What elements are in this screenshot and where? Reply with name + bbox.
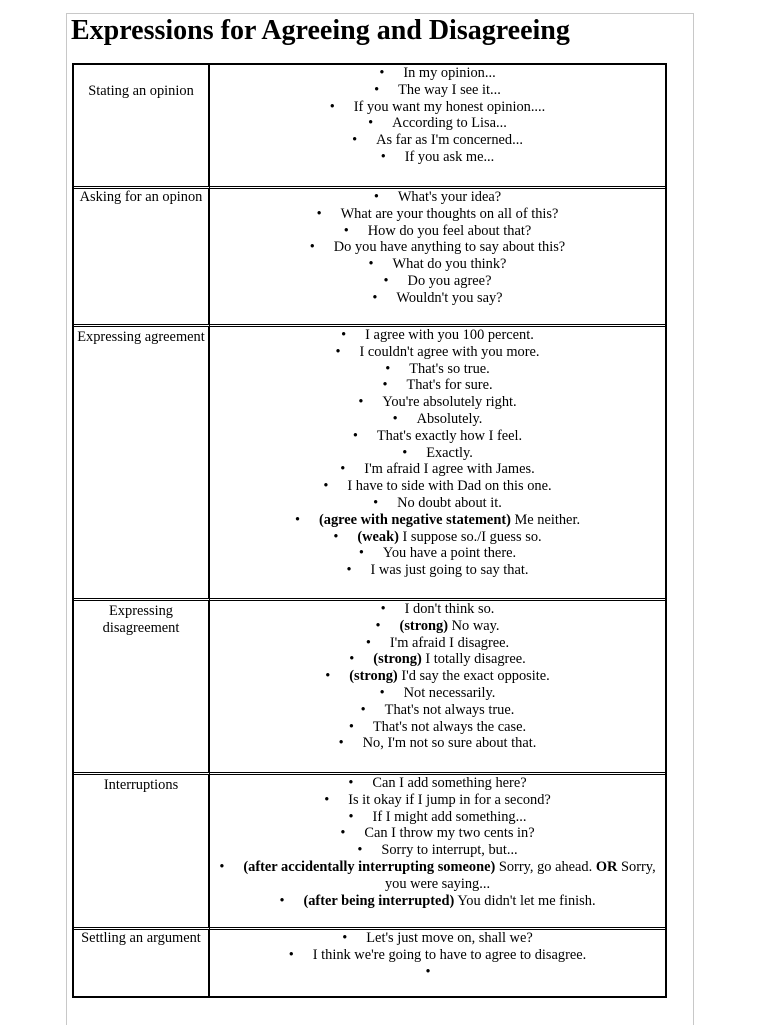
expression-text: No way. bbox=[448, 617, 500, 634]
expression-text: I'm afraid I agree with James. bbox=[364, 461, 535, 478]
expression-item bbox=[210, 82, 665, 99]
expression-item bbox=[210, 256, 665, 273]
expression-item bbox=[210, 562, 665, 579]
expression-list bbox=[210, 601, 665, 752]
row-items-stating-opinion bbox=[210, 65, 665, 189]
expression-text: I agree with you 100 percent. bbox=[365, 327, 534, 343]
expression-item bbox=[210, 809, 665, 826]
expression-item bbox=[210, 668, 665, 685]
expression-qualifier: (agree with negative statement) bbox=[318, 511, 511, 528]
expression-text: I was just going to say that. bbox=[370, 562, 529, 579]
expression-qualifier: (strong) bbox=[349, 668, 398, 685]
row-label-interruptions: Interruptions bbox=[74, 775, 210, 930]
expression-item bbox=[210, 685, 665, 702]
expression-item bbox=[210, 377, 665, 394]
expression-text: According to Lisa... bbox=[392, 115, 507, 132]
expression-text: Exactly. bbox=[426, 444, 473, 461]
expression-text: Do you agree? bbox=[407, 272, 492, 289]
expression-item bbox=[210, 394, 665, 411]
expression-item bbox=[210, 189, 665, 206]
expression-qualifier: (strong) bbox=[373, 651, 422, 668]
expression-item bbox=[210, 930, 665, 947]
expression-text: Sorry to interrupt, but... bbox=[381, 842, 518, 859]
expression-item bbox=[210, 719, 665, 736]
expression-text: Not necessarily. bbox=[403, 684, 496, 701]
expression-item bbox=[210, 290, 665, 307]
expression-item bbox=[210, 239, 665, 256]
expression-item bbox=[210, 529, 665, 546]
table-row bbox=[74, 189, 665, 327]
table-row bbox=[74, 601, 665, 775]
expression-item bbox=[210, 206, 665, 223]
expression-item bbox=[210, 702, 665, 719]
row-label-asking-opinion: Asking for an opinon bbox=[74, 189, 210, 327]
expression-text: Sorry, you were saying... bbox=[384, 858, 656, 892]
expression-text: I totally disagree. bbox=[421, 651, 526, 668]
expression-qualifier: OR bbox=[595, 858, 618, 875]
expression-text: The way I see it... bbox=[398, 81, 501, 98]
expression-text: That's exactly how I feel. bbox=[376, 427, 523, 444]
row-label-expressing-disagreement: Expressing disagreement bbox=[74, 601, 210, 775]
table-row bbox=[74, 327, 665, 601]
expression-item bbox=[210, 273, 665, 290]
expression-text: What's your idea? bbox=[397, 189, 502, 205]
expression-text: Wouldn't you say? bbox=[396, 289, 503, 306]
row-items-expressing-agreement bbox=[210, 327, 665, 601]
expression-item bbox=[210, 361, 665, 378]
expression-qualifier: (strong) bbox=[399, 617, 449, 634]
expression-text: I suppose so./I guess so. bbox=[398, 528, 542, 545]
expression-list bbox=[210, 189, 665, 307]
expression-text: If you ask me... bbox=[404, 148, 495, 165]
expression-text: I'm afraid I disagree. bbox=[389, 634, 510, 651]
expression-text: You have a point there. bbox=[382, 545, 517, 562]
expression-text: I'd say the exact opposite. bbox=[397, 668, 550, 685]
expression-text: Sorry, go ahead. bbox=[495, 858, 596, 875]
table-row bbox=[74, 775, 665, 930]
expression-item bbox=[210, 115, 665, 132]
expression-item bbox=[210, 411, 665, 428]
expression-text: In my opinion... bbox=[403, 65, 496, 81]
table-row bbox=[74, 65, 665, 189]
expression-item bbox=[210, 859, 665, 893]
expression-text: If I might add something... bbox=[372, 808, 527, 825]
expression-item bbox=[210, 735, 665, 752]
expression-item bbox=[210, 445, 665, 462]
expression-list bbox=[210, 65, 665, 166]
expression-item bbox=[210, 601, 665, 618]
expression-text: That's not always true. bbox=[384, 701, 515, 718]
expression-text: I don't think so. bbox=[404, 601, 495, 617]
expression-text: Is it okay if I jump in for a second? bbox=[348, 791, 551, 808]
expression-qualifier: (weak) bbox=[357, 528, 399, 545]
expression-text: No, I'm not so sure about that. bbox=[362, 735, 537, 752]
expression-text: If you want my honest opinion.... bbox=[353, 98, 546, 115]
expression-list bbox=[210, 775, 665, 909]
expression-text: As far as I'm concerned... bbox=[376, 132, 523, 149]
expression-text: I have to side with Dad on this one. bbox=[347, 478, 552, 495]
expression-text: I couldn't agree with you more. bbox=[359, 343, 540, 360]
expression-item bbox=[210, 635, 665, 652]
expression-item bbox=[210, 461, 665, 478]
expression-qualifier: (after accidentally interrupting someone) bbox=[243, 858, 496, 875]
row-items-asking-opinion bbox=[210, 189, 665, 327]
expression-item bbox=[210, 792, 665, 809]
expression-text: Do you have anything to say about this? bbox=[333, 239, 566, 256]
expression-item bbox=[210, 428, 665, 445]
expression-item bbox=[210, 947, 665, 964]
expression-text: That's not always the case. bbox=[372, 718, 527, 735]
expression-list bbox=[210, 327, 665, 579]
expression-item bbox=[210, 344, 665, 361]
expression-text: You didn't let me finish. bbox=[454, 892, 596, 909]
expression-item bbox=[210, 825, 665, 842]
expressions-table bbox=[72, 63, 667, 998]
expression-item bbox=[210, 651, 665, 668]
expression-item bbox=[210, 775, 665, 792]
expression-item bbox=[210, 495, 665, 512]
expression-text: Can I throw my two cents in? bbox=[364, 825, 535, 842]
expression-item bbox=[210, 512, 665, 529]
page-title: Expressions for Agreeing and Disagreeing bbox=[71, 15, 570, 46]
row-label-expressing-agreement: Expressing agreement bbox=[74, 327, 210, 601]
expression-item bbox=[210, 545, 665, 562]
expression-text: How do you feel about that? bbox=[367, 222, 532, 239]
expression-text: That's for sure. bbox=[406, 377, 493, 394]
expression-qualifier: (after being interrupted) bbox=[303, 892, 455, 909]
expression-item bbox=[210, 964, 665, 981]
expression-text: That's so true. bbox=[409, 360, 490, 377]
row-items-expressing-disagreement bbox=[210, 601, 665, 775]
row-label-stating-opinion: Stating an opinion bbox=[74, 65, 210, 189]
expression-item bbox=[210, 99, 665, 116]
expression-item bbox=[210, 223, 665, 240]
expression-item bbox=[210, 478, 665, 495]
expression-text: Can I add something here? bbox=[372, 775, 527, 791]
table-row bbox=[74, 930, 665, 996]
expression-text: What are your thoughts on all of this? bbox=[340, 205, 559, 222]
expression-text: Me neither. bbox=[510, 511, 581, 528]
expression-item bbox=[210, 327, 665, 344]
expression-list bbox=[210, 930, 665, 980]
row-label-settling-argument: Settling an argument bbox=[74, 930, 210, 996]
expression-item bbox=[210, 842, 665, 859]
expression-item bbox=[210, 65, 665, 82]
expression-text: Absolutely. bbox=[416, 410, 483, 427]
expression-item bbox=[210, 618, 665, 635]
expression-text: What do you think? bbox=[392, 256, 507, 273]
expression-text: No doubt about it. bbox=[397, 494, 502, 511]
expression-text: I think we're going to have to agree to disagree. bbox=[312, 946, 587, 963]
expression-text: You're absolutely right. bbox=[382, 394, 517, 411]
row-items-interruptions bbox=[210, 775, 665, 930]
expression-item bbox=[210, 149, 665, 166]
row-items-settling-argument bbox=[210, 930, 665, 996]
expression-item bbox=[210, 132, 665, 149]
expression-item bbox=[210, 893, 665, 910]
expression-text: Let's just move on, shall we? bbox=[366, 930, 533, 946]
